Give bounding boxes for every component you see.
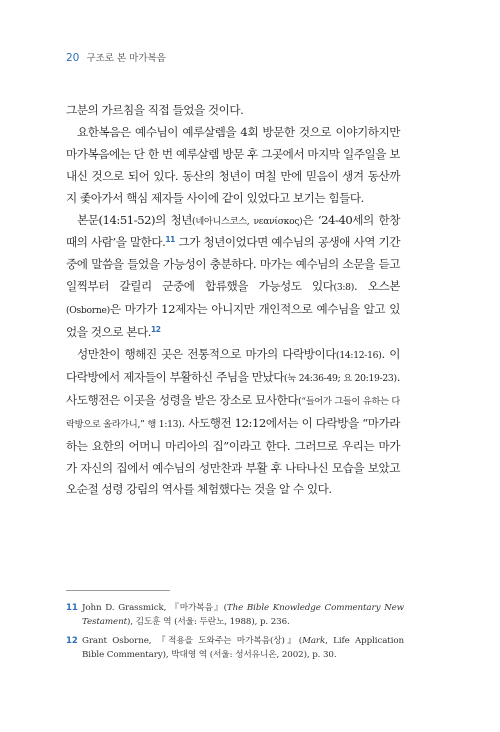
p4-text-c: . 이 다락방에서 제자들이 부활하신 주님을 만났다	[66, 346, 400, 384]
p4-text-g: . 사도행전 12:12에서는 이 다락방을 “마가라 하는 요한의 어머니 마리아의 집”이라고 한다. 그러므로 우리는 마가가 자신의 집에서 예수님의 성만찬과 부활 후 나타나신 모습을 보았고 오순절 성령 강림의 역사를 체험했다는 것을 알 수 있다.	[66, 415, 400, 497]
running-title: 구조로 본 마가복음	[86, 53, 166, 64]
p4-quote-acts: (“들어가 그들이 유하는 다락방으로 올라가니,” 행 1:13)	[66, 395, 401, 430]
p3-greek-note: (네아니스코스, νεανίσκος)	[192, 215, 303, 227]
footnote-ref-12[interactable]: 12	[150, 325, 161, 335]
p3-osborne-name: (Osborne)	[66, 305, 110, 317]
footnote-divider	[66, 590, 170, 591]
footnote-book-title: The Bible Knowledge Commentary New Testament	[82, 603, 404, 628]
footnote-ref-11[interactable]: 11	[165, 235, 175, 245]
footnotes	[66, 601, 404, 666]
p3-verse-ref: (3:8)	[333, 282, 354, 294]
p3-text-c: 은 ‘24-40세의 한창 때의 사람’을 말한다.	[66, 212, 400, 250]
p3-text-f: . 오스본	[354, 279, 400, 294]
page-number: 20	[66, 52, 80, 64]
p3-text-d: 그가 청년이었다면 예수님의 공생애 사역 기간 중에 말씀을 들었을 가능성이 충분하다. 마가는 예수님의 소문을 듣고 일찍부터 갈릴리 군중에 합류했을 가능성도 있다	[66, 235, 400, 294]
footnote-text: Grant Osborne, 『적용을 도와주는 마가복음(상)』(	[82, 635, 303, 646]
paragraph-1: 그분의 가르침을 직접 들었을 것이다.	[66, 103, 244, 117]
footnote-text: John D. Grassmick, 『마가복음』(	[82, 603, 227, 613]
footnote-number: 11	[66, 603, 78, 613]
p4-verse-ref-2: (눅 24:36-49; 요 20:19-23)	[284, 372, 397, 384]
footnote-number: 12	[66, 635, 78, 646]
p4-text-e: . 사도행전은 이곳을 성령을 받은 장소로 묘사한다	[66, 369, 401, 407]
running-header	[66, 50, 166, 64]
p4-text-a: 성만찬이 행해진 곳은 전통적으로 마가의 다락방이다	[77, 346, 337, 361]
footnote-11	[66, 601, 404, 630]
p4-verse-ref-1: (14:12-16)	[336, 349, 382, 361]
paragraph-4	[66, 344, 400, 501]
footnote-text: , Life Application Bible Commentary), 박대영 역 (서울: 성서유니온, 2002), p. 30.	[82, 635, 405, 660]
footnote-12	[66, 634, 404, 663]
paragraph-2: 요한복음은 예수님이 예루살렘을 4회 방문한 것으로 이야기하지만 마가복음에는 단 한 번 예루살렘 방문 후 그곳에서 마지막 일주일을 보내신 것으로 되어 있다. 동산의 청년이 며칠 만에 믿음이 생겨 동산까지 좇아가서 핵심 제자들 사이에 같이 있었다고 보기는 힘들다.	[66, 124, 400, 205]
p3-text-a: 본문(14:51-52)의 청년	[77, 212, 193, 227]
paragraph-3	[66, 210, 400, 344]
footnote-text: ), 김도훈 역 (서울: 두란노, 1988), p. 236.	[126, 617, 290, 628]
p3-text-h: 은 마가가 12제자는 아니지만 개인적으로 예수님을 알고 있었을 것으로 본다.	[66, 302, 400, 340]
footnote-book-title: Mark	[302, 635, 326, 646]
main-text	[66, 100, 400, 501]
